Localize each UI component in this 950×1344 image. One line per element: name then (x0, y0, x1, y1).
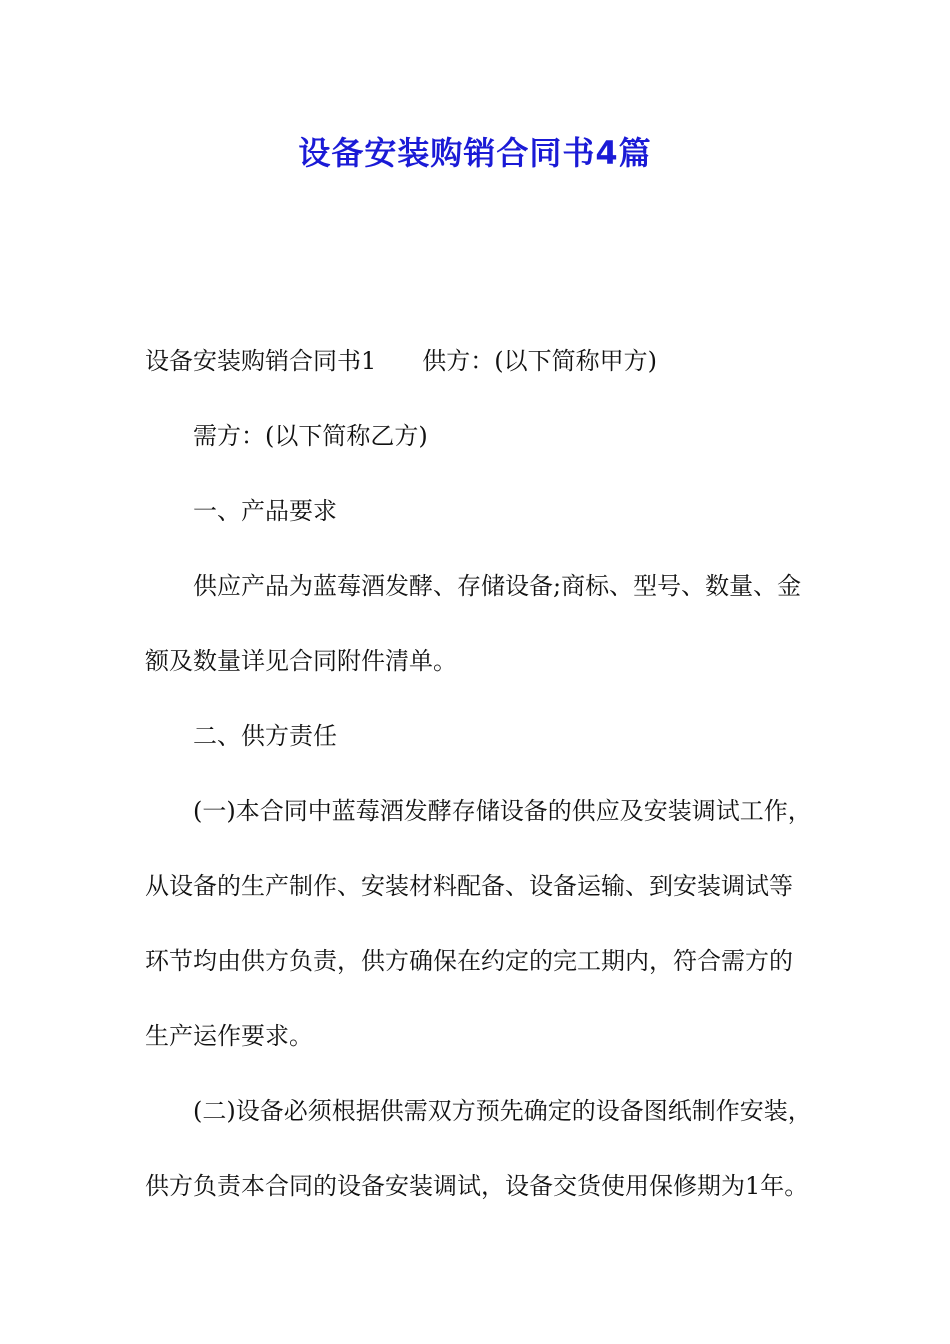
paragraph-line: 环节均由供方负责，供方确保在约定的完工期内，符合需方的 (145, 947, 793, 975)
contract-section-title: 设备安装购销合同书1 (145, 347, 377, 375)
paragraph-line: 生产运作要求。 (145, 1022, 313, 1050)
document-title: 设备安装购销合同书4篇 (298, 134, 652, 172)
paragraph-line: 供方负责本合同的设备安装调试，设备交货使用保修期为1年。 (145, 1172, 809, 1200)
section-heading-supplier-responsibility: 二、供方责任 (193, 722, 337, 750)
buyer-line: 需方：(以下简称乙方) (193, 422, 428, 450)
paragraph-line: (一)本合同中蓝莓酒发酵存储设备的供应及安装调试工作， (193, 797, 812, 825)
heading-line (145, 344, 825, 378)
paragraph-line: 额及数量详见合同附件清单。 (145, 647, 457, 675)
supplier-line: 供方：(以下简称甲方) (422, 347, 658, 375)
paragraph-line: 从设备的生产制作、安装材料配备、设备运输、到安装调试等 (145, 872, 793, 900)
paragraph-line: 供应产品为蓝莓酒发酵、存储设备;商标、型号、数量、金 (193, 572, 802, 600)
paragraph-line: (二)设备必须根据供需双方预先确定的设备图纸制作安装， (193, 1097, 812, 1125)
section-heading-product-requirements: 一、产品要求 (193, 497, 337, 525)
